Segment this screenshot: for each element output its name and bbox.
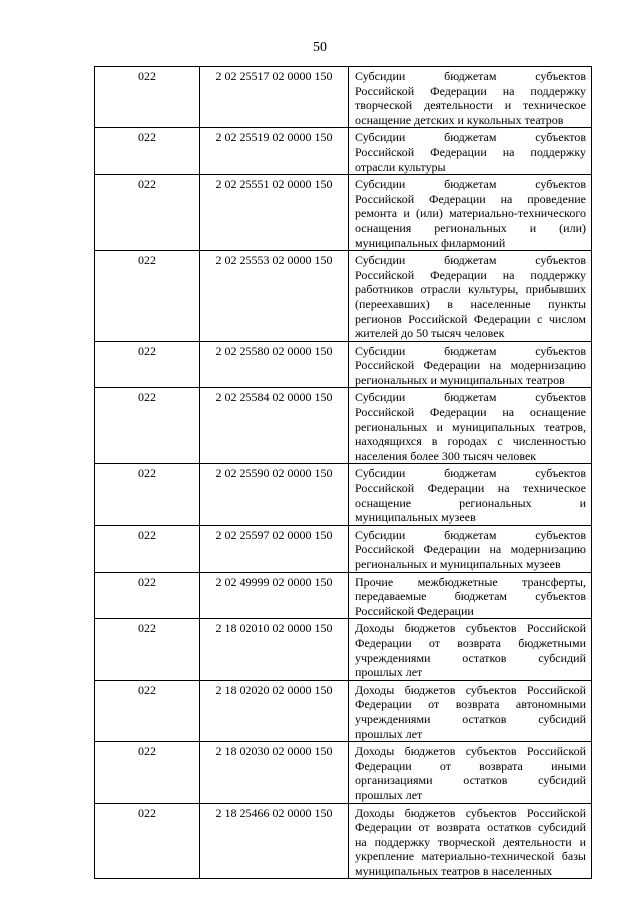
description-line: оснащение детских и кукольных театров xyxy=(355,112,564,127)
income-code-cell: 2 02 25553 02 0000 150 xyxy=(200,251,349,342)
income-code-cell: 2 02 25519 02 0000 150 xyxy=(200,128,349,175)
admin-code-cell: 022 xyxy=(95,742,200,803)
table-row xyxy=(95,175,592,251)
description-line: Федерации от возврата бюджетными xyxy=(355,635,586,650)
income-code-cell: 2 02 25517 02 0000 150 xyxy=(200,67,349,128)
description-cell xyxy=(349,175,592,251)
admin-code-cell: 022 xyxy=(95,525,200,572)
admin-code-cell: 022 xyxy=(95,803,200,879)
description-line: укрепление материально-технической базы xyxy=(355,849,586,864)
description-line: находящихся в городах с численностью xyxy=(355,434,586,449)
description-line: организациями остатков субсидий xyxy=(355,773,586,788)
description-line: Субсидии бюджетам субъектов xyxy=(355,343,586,358)
income-code-cell: 2 02 25590 02 0000 150 xyxy=(200,464,349,525)
description-text xyxy=(355,744,586,802)
description-text xyxy=(355,466,586,524)
income-code-cell: 2 02 25597 02 0000 150 xyxy=(200,525,349,572)
description-line: Российской Федерации на оснащение xyxy=(355,405,586,420)
admin-code-cell: 022 xyxy=(95,680,200,741)
description-line: передаваемые бюджетам субъектов xyxy=(355,589,586,604)
income-code-cell: 2 02 49999 02 0000 150 xyxy=(200,572,349,619)
table-row xyxy=(95,680,592,741)
description-line: Доходы бюджетов субъектов Российской xyxy=(355,682,586,697)
description-line: прошлых лет xyxy=(355,665,423,680)
description-line: Субсидии бюджетам субъектов xyxy=(355,69,586,83)
description-line: муниципальных музеев xyxy=(355,510,476,525)
description-line: Доходы бюджетов субъектов Российской xyxy=(355,744,586,759)
income-code-cell: 2 02 25584 02 0000 150 xyxy=(200,388,349,464)
income-code-cell: 2 18 02010 02 0000 150 xyxy=(200,619,349,680)
description-text xyxy=(355,575,586,619)
description-line: Субсидии бюджетам субъектов xyxy=(355,253,586,268)
admin-code-cell: 022 xyxy=(95,341,200,388)
description-line: региональных и муниципальных музеев xyxy=(355,557,561,571)
table-row xyxy=(95,251,592,342)
description-line: Российской Федерации на проведение xyxy=(355,191,586,206)
admin-code-cell: 022 xyxy=(95,67,200,128)
description-cell xyxy=(349,67,592,128)
description-line: Российской Федерации на техническое xyxy=(355,481,586,496)
description-line: работников отрасли культуры, прибывших xyxy=(355,282,586,297)
table-row xyxy=(95,572,592,619)
description-line: муниципальных филармоний xyxy=(355,235,506,250)
description-cell xyxy=(349,525,592,572)
description-text xyxy=(355,177,586,250)
description-line: Российской Федерации на поддержку xyxy=(355,144,586,159)
table-row xyxy=(95,388,592,464)
table-row xyxy=(95,67,592,128)
description-cell xyxy=(349,619,592,680)
description-line: Субсидии бюджетам субъектов xyxy=(355,466,586,481)
description-line: учреждениями остатков субсидий xyxy=(355,650,586,665)
description-cell xyxy=(349,572,592,619)
description-text xyxy=(355,253,586,341)
description-cell xyxy=(349,464,592,525)
income-code-cell: 2 18 02020 02 0000 150 xyxy=(200,680,349,741)
description-line: региональных и муниципальных театров xyxy=(355,372,565,387)
description-line: Российской Федерации на модернизацию xyxy=(355,358,586,373)
description-text xyxy=(355,683,586,741)
description-line: отрасли культуры xyxy=(355,159,446,174)
description-text xyxy=(355,621,586,679)
description-line: Российской Федерации на поддержку xyxy=(355,83,586,98)
table-body xyxy=(95,67,592,879)
income-code-cell: 2 18 25466 02 0000 150 xyxy=(200,803,349,879)
table-row xyxy=(95,128,592,175)
income-code-cell: 2 02 25580 02 0000 150 xyxy=(200,341,349,388)
description-line: регионов Российской Федерации с числом xyxy=(355,311,586,326)
description-cell xyxy=(349,341,592,388)
page-number: 50 xyxy=(313,40,327,55)
description-line: Федерации от возврата автономными xyxy=(355,697,586,712)
description-line: Российской Федерации на поддержку xyxy=(355,267,586,282)
description-line: Доходы бюджетов субъектов Российской xyxy=(355,805,586,820)
description-line: муниципальных театров в населенных xyxy=(355,863,553,878)
description-line: прошлых лет xyxy=(355,726,423,741)
description-line: творческой деятельности и техническое xyxy=(355,98,586,113)
description-line: Федерации от возврата иными xyxy=(355,758,586,773)
description-cell xyxy=(349,388,592,464)
description-cell xyxy=(349,803,592,879)
description-line: (переехавших) в населенные пункты xyxy=(355,296,586,311)
table-row xyxy=(95,464,592,525)
admin-code-cell: 022 xyxy=(95,572,200,619)
admin-code-cell: 022 xyxy=(95,388,200,464)
table-row xyxy=(95,803,592,879)
description-line: жителей до 50 тысяч человек xyxy=(355,326,505,341)
admin-code-cell: 022 xyxy=(95,464,200,525)
income-code-cell: 2 02 25551 02 0000 150 xyxy=(200,175,349,251)
description-line: Доходы бюджетов субъектов Российской xyxy=(355,621,586,636)
income-code-cell: 2 18 02030 02 0000 150 xyxy=(200,742,349,803)
description-line: Субсидии бюджетам субъектов xyxy=(355,527,586,542)
description-line: региональных и муниципальных театров, xyxy=(355,419,586,434)
table-row xyxy=(95,619,592,680)
description-line: Российской Федерации xyxy=(355,603,474,618)
description-line: Субсидии бюджетам субъектов xyxy=(355,130,586,145)
description-line: прошлых лет xyxy=(355,787,423,802)
income-codes-table xyxy=(94,66,592,879)
description-line: ремонта и (или) материально-технического xyxy=(355,206,586,221)
admin-code-cell: 022 xyxy=(95,128,200,175)
description-cell xyxy=(349,742,592,803)
description-line: Прочие межбюджетные трансферты, xyxy=(355,574,586,589)
table-row xyxy=(95,742,592,803)
description-text xyxy=(355,528,586,572)
description-text xyxy=(355,806,586,879)
admin-code-cell: 022 xyxy=(95,619,200,680)
description-line: Российской Федерации на модернизацию xyxy=(355,542,586,557)
description-line: Субсидии бюджетам субъектов xyxy=(355,177,586,192)
description-line: оснащения региональных и (или) xyxy=(355,220,586,235)
description-line: учреждениями остатков субсидий xyxy=(355,711,586,726)
description-text xyxy=(355,130,586,174)
table-row xyxy=(95,341,592,388)
admin-code-cell: 022 xyxy=(95,251,200,342)
description-cell xyxy=(349,128,592,175)
description-line: Федерации от возврата остатков субсидий xyxy=(355,820,586,835)
description-cell xyxy=(349,251,592,342)
description-text xyxy=(355,69,586,127)
description-line: населения более 300 тысяч человек xyxy=(355,448,537,463)
description-line: на поддержку творческой деятельности и xyxy=(355,834,586,849)
description-line: оснащение региональных и xyxy=(355,495,586,510)
table-row xyxy=(95,525,592,572)
admin-code-cell: 022 xyxy=(95,175,200,251)
description-line: Субсидии бюджетам субъектов xyxy=(355,390,586,405)
description-text xyxy=(355,390,586,463)
description-text xyxy=(355,344,586,388)
description-cell xyxy=(349,680,592,741)
